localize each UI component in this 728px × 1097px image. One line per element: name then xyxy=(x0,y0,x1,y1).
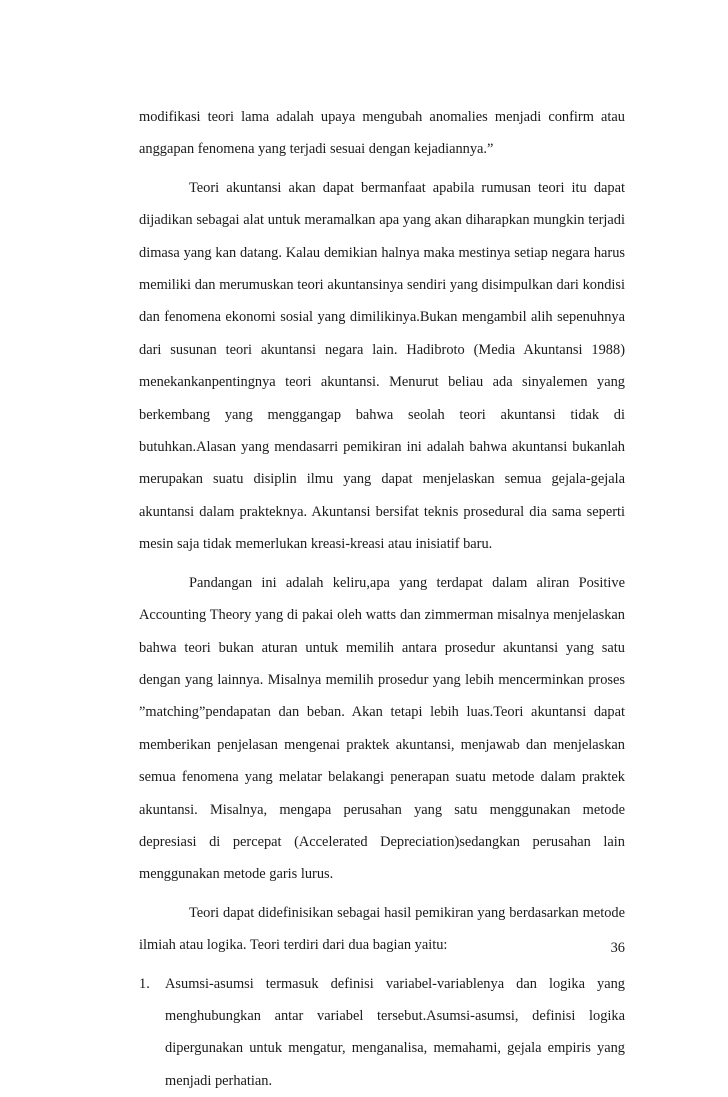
list-item xyxy=(139,968,625,1097)
list-item-number: 1. xyxy=(139,975,150,992)
paragraph: Pandangan ini adalah keliru,apa yang terdapat dalam aliran Positive Accounting Theory yang di pakai oleh watts dan zimmerman misalnya menjelaskan bahwa teori bukan aturan untuk memilih antara prosedur akuntansi yang satu dengan yang lainnya. Misalnya memilih prosedur yang lebih mencerminkan proses ”matching”pendapatan dan beban. Akan tetapi lebih luas.Teori akuntansi dapat memberikan penjelasan mengenai praktek akuntansi, menjawab dan menjelaskan semua fenomena yang melatar belakangi penerapan suatu metode dalam praktek akuntansi. Misalnya, mengapa perusahan yang satu menggunakan metode depresiasi di percepat (Accelerated Depreciation)sedangkan perusahan lain menggunakan metode garis lurus. xyxy=(139,574,625,883)
list-item-text: Asumsi-asumsi termasuk definisi variabel-variablenya dan logika yang menghubungkan antar variabel tersebut.Asumsi-asumsi, definisi logika dipergunakan untuk mengatur, menganalisa, memahami, gejala empiris yang menjadi perhatian. xyxy=(165,975,625,1089)
paragraph: Teori akuntansi akan dapat bermanfaat apabila rumusan teori itu dapat dijadikan sebagai alat untuk meramalkan apa yang akan diharapkan mungkin terjadi dimasa yang kan datang. Kalau demikian halnya maka mestinya setiap negara harus memiliki dan merumuskan teori akuntansinya sendiri yang disimpulkan dari kondisi dan fenomena ekonomi sosial yang dimilikinya.Bukan mengambil alih sepenuhnya dari susunan teori akuntansi negara lain. Hadibroto (Media Akuntansi 1988) menekankanpentingnya teori akuntansi. Menurut beliau ada sinyalemen yang berkembang yang menggangap bahwa seolah teori akuntansi tidak di butuhkan.Alasan yang mendasarri pemikiran ini adalah bahwa akuntansi bukanlah merupakan suatu disiplin ilmu yang dapat menjelaskan semua gejala-gejala akuntansi dalam prakteknya. Akuntansi bersifat teknis prosedural dia sama seperti mesin saja tidak memerlukan kreasi-kreasi atau inisiatif baru. xyxy=(139,179,625,553)
paragraph-continuation: modifikasi teori lama adalah upaya mengubah anomalies menjadi confirm atau anggapan fenomena yang terjadi sesuai dengan kejadiannya.” xyxy=(139,109,625,158)
page-number: 36 xyxy=(610,940,625,956)
document-body xyxy=(139,101,625,1097)
numbered-list xyxy=(139,968,625,1097)
paragraph: Teori dapat didefinisikan sebagai hasil pemikiran yang berdasarkan metode ilmiah atau logika. Teori terdiri dari dua bagian yaitu: xyxy=(139,904,625,954)
